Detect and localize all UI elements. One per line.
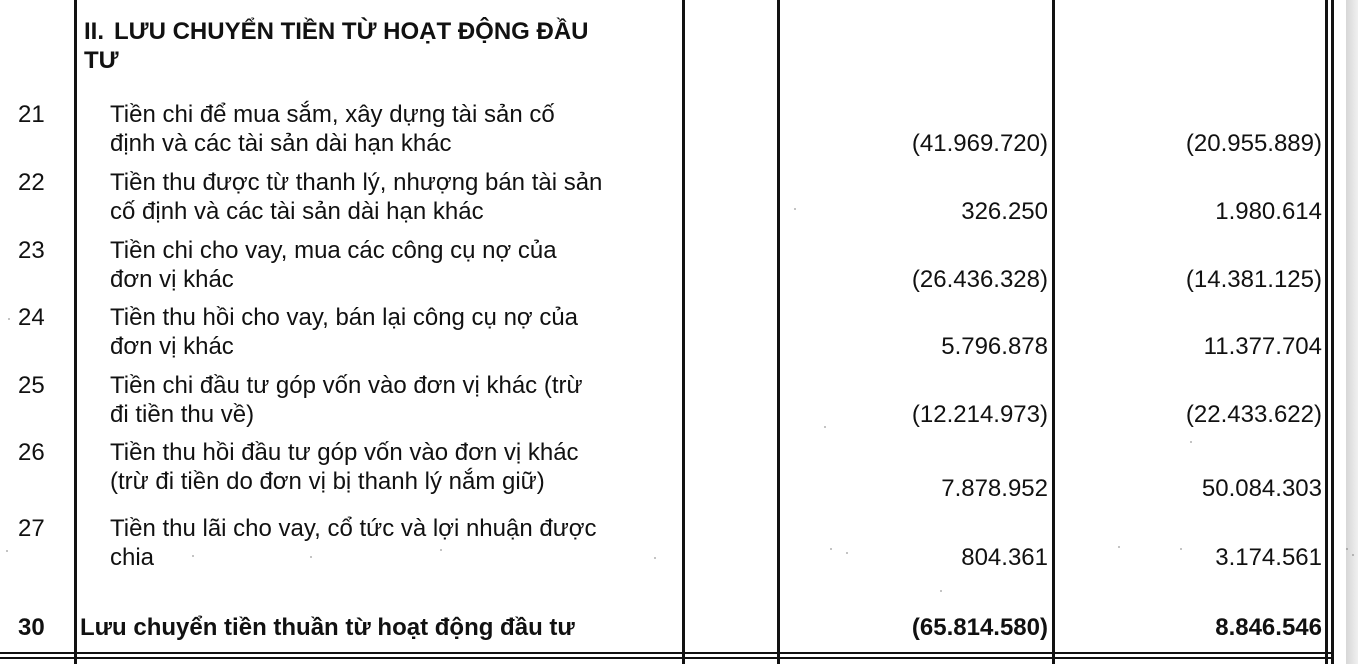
row-description-line1: Tiền thu hồi đầu tư góp vốn vào đơn vị khác	[110, 439, 579, 466]
row-previous-value: 11.377.704	[1203, 333, 1322, 360]
row-code: 25	[18, 372, 45, 399]
scan-speck	[310, 556, 312, 558]
row-code: 21	[18, 101, 45, 128]
row-previous-value: (20.955.889)	[1185, 130, 1322, 157]
rule-previous-right-1	[1325, 0, 1328, 664]
section-heading	[84, 17, 684, 75]
total-label: Lưu chuyển tiền thuần từ hoạt động đầu tư	[80, 614, 575, 641]
rule-previous-right-2	[1331, 0, 1334, 664]
rule-note-right	[777, 0, 780, 664]
rule-current-right	[1052, 0, 1055, 664]
row-current-value: 5.796.878	[941, 333, 1048, 360]
row-description-line1: Tiền chi để mua sắm, xây dựng tài sản cố	[110, 101, 555, 128]
row-description-line2: chia	[110, 544, 155, 571]
row-current-value: (26.436.328)	[911, 266, 1048, 293]
rule-code-left	[74, 0, 77, 664]
row-current-value: 7.878.952	[941, 475, 1048, 502]
scan-speck	[8, 318, 10, 320]
scan-speck	[846, 552, 848, 554]
row-description-line1: Tiền chi đầu tư góp vốn vào đơn vị khác (trừ	[110, 372, 583, 399]
row-current-value: (41.969.720)	[911, 130, 1048, 157]
row-code: 23	[18, 237, 45, 264]
row-description-line1: Tiền chi cho vay, mua các công cụ nợ của	[110, 237, 557, 264]
row-description-line2: định và các tài sản dài hạn khác	[110, 130, 452, 157]
row-code: 26	[18, 439, 45, 466]
row-description-line1: Tiền thu được từ thanh lý, nhượng bán tài sản	[110, 169, 603, 196]
scan-speck	[192, 555, 194, 557]
total-current-value: (65.814.580)	[911, 614, 1048, 641]
section-title-line1: LƯU CHUYỂN TIỀN TỪ HOẠT ĐỘNG ĐẦU	[114, 18, 589, 45]
row-description-line1: Tiền thu hồi cho vay, bán lại công cụ nợ của	[110, 304, 579, 331]
scan-speck	[794, 208, 796, 210]
rule-bottom-1	[0, 652, 1334, 654]
rule-desc-right	[682, 0, 685, 664]
row-description-line1: Tiền thu lãi cho vay, cổ tức và lợi nhuận được	[110, 515, 597, 542]
row-current-value: (12.214.973)	[911, 401, 1048, 428]
row-code: 22	[18, 169, 45, 196]
scan-speck	[440, 549, 442, 551]
scan-speck	[6, 550, 8, 552]
row-description-line2: cố định và các tài sản dài hạn khác	[110, 198, 484, 225]
row-current-value: 804.361	[961, 544, 1048, 571]
row-current-value: 326.250	[961, 198, 1048, 225]
row-previous-value: 1.980.614	[1215, 198, 1322, 225]
scan-speck	[940, 590, 942, 592]
total-code: 30	[18, 614, 45, 641]
scan-speck	[1180, 548, 1182, 550]
scan-speck	[824, 426, 826, 428]
row-previous-value: 3.174.561	[1215, 544, 1322, 571]
total-previous-value: 8.846.546	[1215, 614, 1322, 641]
scan-speck	[1190, 441, 1192, 443]
scan-speck	[1118, 546, 1120, 548]
rule-bottom-2	[0, 657, 1334, 659]
row-description-line2: (trừ đi tiền do đơn vị bị thanh lý nắm giữ)	[110, 468, 545, 495]
scan-speck	[1346, 548, 1348, 550]
section-title-line2: TƯ	[84, 47, 119, 74]
row-previous-value: 50.084.303	[1201, 475, 1322, 502]
scan-speck	[830, 548, 832, 550]
row-description-line2: đơn vị khác	[110, 266, 234, 293]
row-description-line2: đi tiền thu về)	[110, 401, 255, 428]
scan-speck	[1352, 554, 1354, 556]
row-previous-value: (14.381.125)	[1185, 266, 1322, 293]
row-code: 27	[18, 515, 45, 542]
row-code: 24	[18, 304, 45, 331]
row-previous-value: (22.433.622)	[1185, 401, 1322, 428]
page-edge-shadow	[1346, 0, 1358, 664]
section-roman-numeral: II.	[84, 18, 105, 45]
scan-speck	[654, 557, 656, 559]
row-description-line2: đơn vị khác	[110, 333, 234, 360]
